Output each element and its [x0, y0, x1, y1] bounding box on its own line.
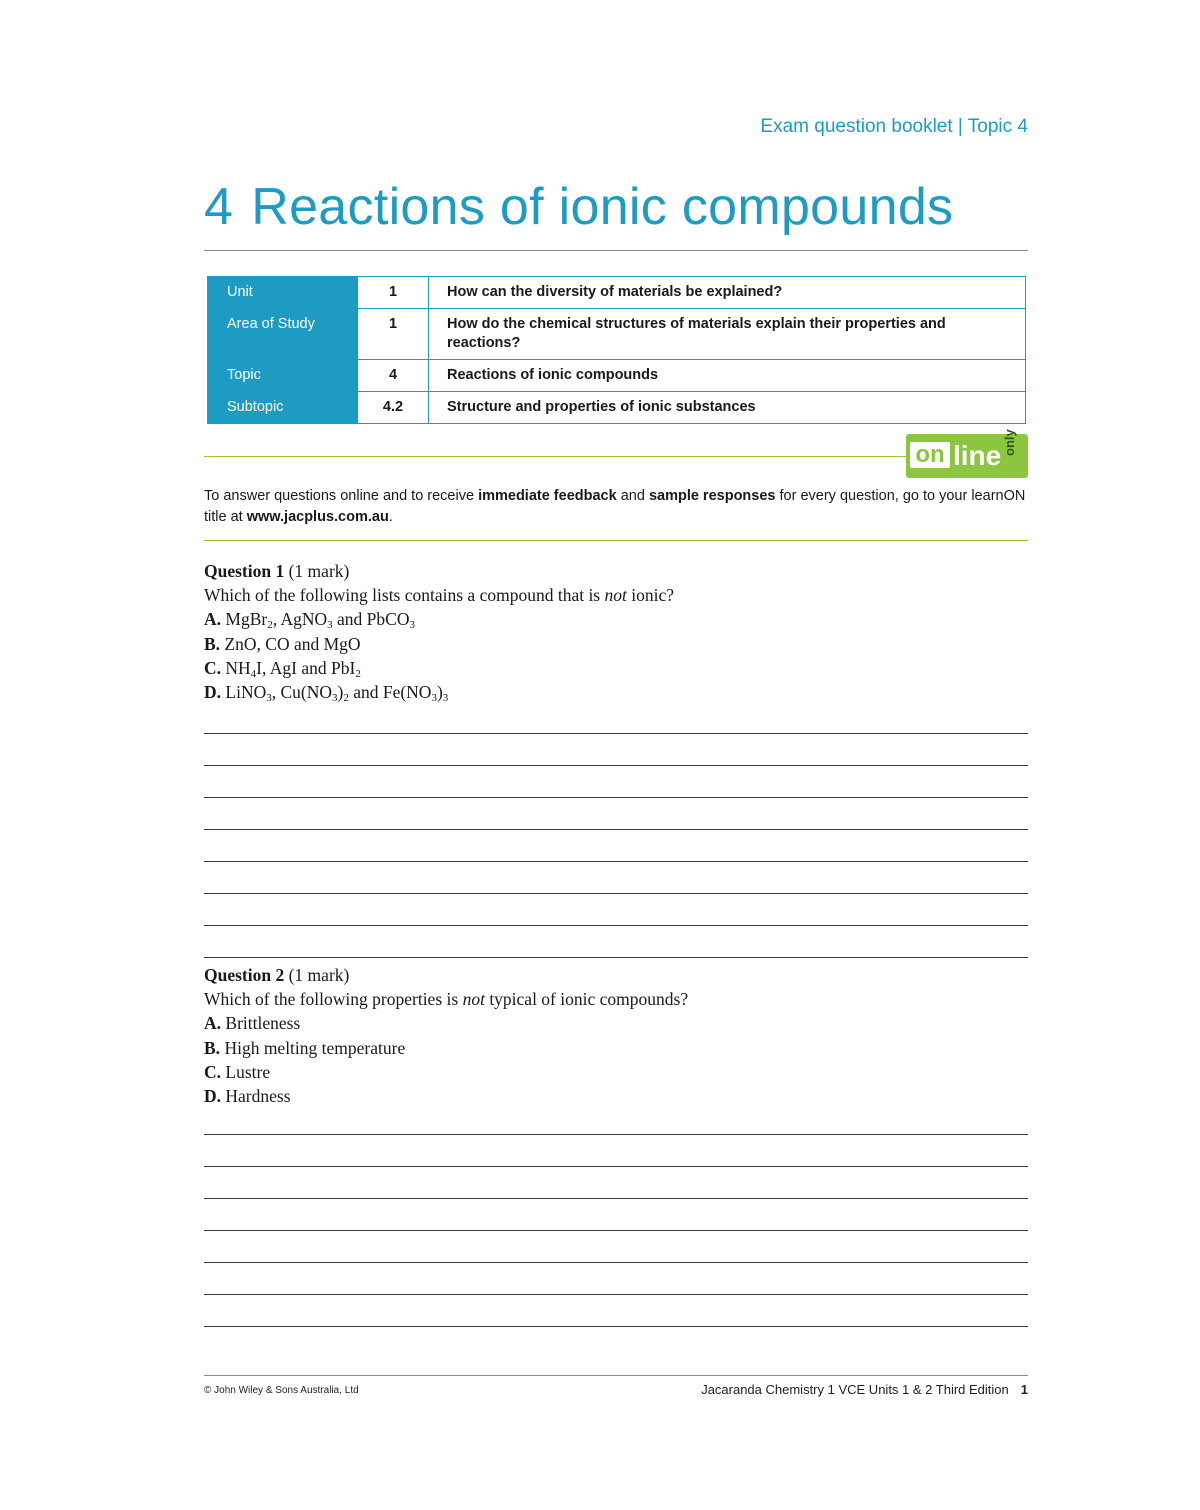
info-table	[207, 276, 1026, 424]
option-c[interactable]: C. $NH_4I$, AgI and PbI$_2$	[204, 657, 361, 680]
table-row	[208, 277, 1026, 309]
answer-line	[204, 829, 1028, 830]
badge-only-text: only	[1002, 429, 1017, 456]
badge-on-text: on	[910, 442, 950, 468]
answer-line	[204, 1294, 1028, 1295]
title-divider	[204, 250, 1028, 251]
answer-line	[204, 1262, 1028, 1263]
option-d[interactable]: D. Hardness	[204, 1086, 291, 1107]
row-number: 1	[358, 277, 429, 309]
answer-line	[204, 861, 1028, 862]
answer-line	[204, 797, 1028, 798]
question-marks: (1 mark)	[288, 965, 350, 985]
option-a[interactable]: A. Brittleness	[204, 1013, 301, 1034]
intro-part: To answer questions online and to receive	[204, 488, 479, 504]
badge-line-text: line	[953, 440, 1002, 471]
answer-line	[204, 925, 1028, 926]
answer-line	[204, 1134, 1028, 1135]
option-text: Brittleness	[225, 1013, 301, 1034]
row-description: Structure and properties of ionic substances	[429, 392, 1026, 424]
question-marks: (1 mark)	[288, 561, 350, 581]
table-row	[208, 309, 1026, 360]
row-label: Unit	[208, 277, 358, 309]
answer-line	[204, 1230, 1028, 1231]
question-stem: Which of the following properties is not typical of ionic compounds?	[204, 989, 689, 1010]
option-text: ZnO, CO and MgO	[224, 633, 361, 654]
intro-divider	[204, 540, 1028, 541]
online-only-badge	[906, 429, 1028, 478]
footer-divider	[204, 1375, 1028, 1376]
table-row	[208, 392, 1026, 424]
intro-emphasis: sample responses	[648, 488, 776, 504]
option-text: High melting temperature	[224, 1037, 406, 1058]
answer-line	[204, 893, 1028, 894]
intro-text	[204, 486, 1028, 528]
book-title: Jacaranda Chemistry 1 VCE Units 1 & 2 Third Edition	[701, 1382, 1009, 1397]
table-row	[208, 360, 1026, 392]
question-heading: Question 2 (1 mark)	[204, 965, 350, 985]
row-label: Topic	[208, 360, 358, 392]
answer-lines-q1[interactable]	[204, 733, 1028, 989]
copyright-notice: © John Wiley & Sons Australia, Ltd	[204, 1385, 359, 1396]
option-b[interactable]: B. ZnO, CO and MgO	[204, 633, 361, 654]
row-number: 4	[358, 360, 429, 392]
intro-emphasis: immediate feedback	[478, 488, 617, 504]
intro-part: .	[388, 509, 393, 525]
chapter-title	[204, 172, 953, 242]
answer-line	[204, 1326, 1028, 1327]
question-1	[204, 559, 1028, 704]
row-number: 1	[358, 309, 429, 360]
answer-lines-q2[interactable]	[204, 1134, 1028, 1358]
row-description: Reactions of ionic compounds	[429, 360, 1026, 392]
option-c[interactable]: C. Lustre	[204, 1061, 271, 1082]
answer-line	[204, 733, 1028, 734]
row-label: Area of Study	[208, 309, 358, 360]
answer-line	[204, 957, 1028, 958]
jacplus-link[interactable]: www.jacplus.com.au	[246, 509, 389, 525]
answer-line	[204, 1166, 1028, 1167]
question-stem: Which of the following lists contains a compound that is not ionic?	[204, 585, 675, 606]
row-label: Subtopic	[208, 392, 358, 424]
option-text: $NH_4I$, AgI and PbI$_2$	[225, 657, 361, 680]
option-text: MgBr$_2$, AgNO$_3$ and PbCO$_3$	[225, 609, 415, 632]
page-number: 1	[1020, 1382, 1028, 1397]
chapter-number: 4	[204, 178, 234, 236]
question-2	[204, 963, 1028, 1108]
footer-book-info	[701, 1382, 1028, 1397]
booklet-header: Exam question booklet | Topic 4	[760, 116, 1028, 137]
chapter-title-text: Reactions of ionic compounds	[251, 178, 954, 236]
option-text: LiNO$_3$, $Cu(NO_3)_2$ and $Fe(NO_3)_3$	[225, 682, 449, 705]
row-description: How do the chemical structures of materials explain their properties and reactions?	[429, 309, 1026, 360]
page	[204, 0, 1028, 1510]
answer-line	[204, 1198, 1028, 1199]
intro-part: and	[616, 488, 649, 504]
option-a[interactable]: A. MgBr$_2$, AgNO$_3$ and PbCO$_3$	[204, 609, 415, 632]
intro-part: for every question, go to your learnON title at	[204, 488, 1026, 525]
row-number: 4.2	[358, 392, 429, 424]
option-text: Lustre	[225, 1061, 271, 1082]
option-d[interactable]: D. LiNO$_3$, $Cu(NO_3)_2$ and $Fe(NO_3)_3$	[204, 682, 449, 705]
option-b[interactable]: B. High melting temperature	[204, 1037, 406, 1058]
question-heading: Question 1 (1 mark)	[204, 561, 350, 581]
option-text: Hardness	[225, 1086, 291, 1107]
row-description: How can the diversity of materials be explained?	[429, 277, 1026, 309]
online-divider	[204, 456, 908, 457]
answer-line	[204, 765, 1028, 766]
